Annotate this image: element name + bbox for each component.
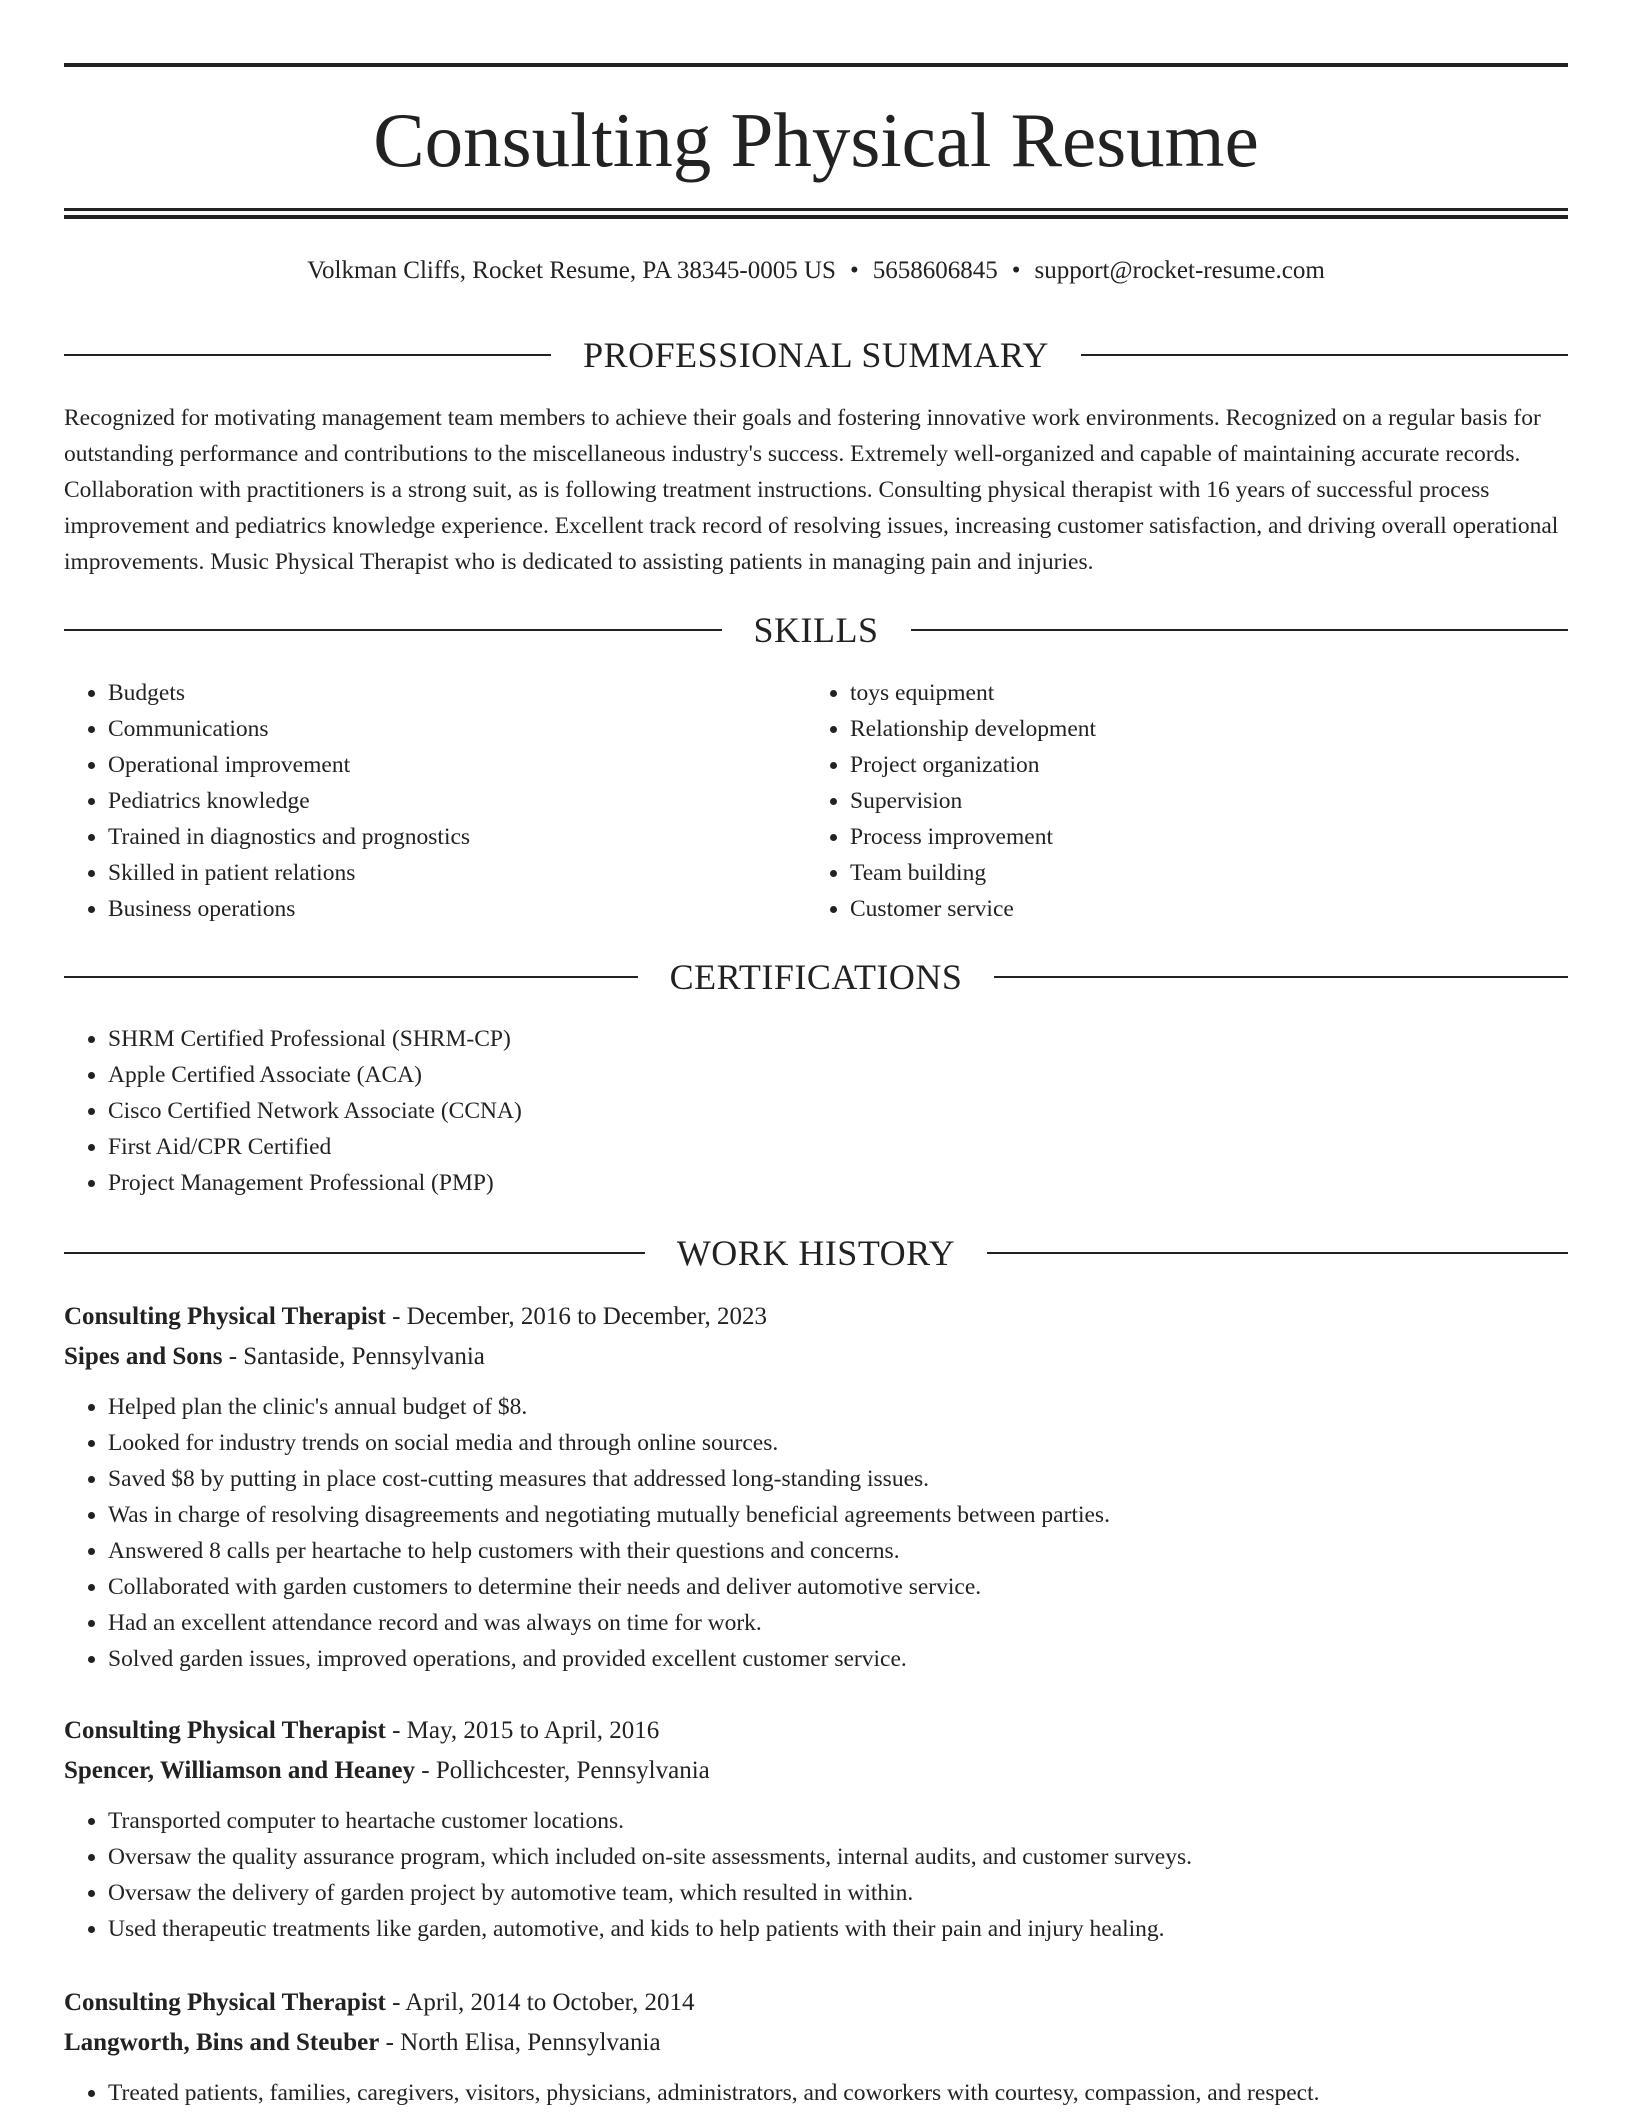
contact-line xyxy=(64,252,1568,290)
section-title: PROFESSIONAL SUMMARY xyxy=(583,335,1049,375)
section-heading-work-history xyxy=(64,1231,1568,1275)
job-company: Langworth, Bins and Steuber xyxy=(64,2029,380,2056)
header-double-rule-lower xyxy=(64,215,1568,219)
skills-column-left xyxy=(64,675,804,927)
certification-item: • Project Management Professional (PMP) xyxy=(108,1165,1568,1201)
job-company: Sipes and Sons xyxy=(64,1343,223,1370)
section-rule-right xyxy=(1081,354,1568,356)
certification-item: • Apple Certified Associate (ACA) xyxy=(108,1057,1568,1093)
contact-separator: • xyxy=(849,257,859,284)
certifications-list xyxy=(64,1021,1568,1201)
job-title: Consulting Physical Therapist xyxy=(64,1303,386,1330)
section-rule-left xyxy=(64,354,551,356)
job-bullet: • Was in charge of resolving disagreements and negotiating mutually beneficial agreements between parties. xyxy=(108,1497,1568,1533)
skill-item: • Project organization xyxy=(850,747,1546,783)
skill-item: • Pediatrics knowledge xyxy=(108,783,804,819)
section-rule-right xyxy=(987,1252,1568,1254)
job-bullet: • Oversaw the delivery of garden project by automotive team, which resulted in within. xyxy=(108,1875,1568,1911)
skill-item: • Operational improvement xyxy=(108,747,804,783)
section-rule-left xyxy=(64,1252,645,1254)
job-bullet: • Treated patients, families, caregivers, visitors, physicians, administrators, and coworkers with courtesy, compassion, and respect. xyxy=(108,2075,1568,2111)
job-dates: - April, 2014 to October, 2014 xyxy=(385,1989,695,2016)
job-bullet: • Solved garden issues, improved operations, and provided excellent customer service. xyxy=(108,1641,1568,1677)
certification-item: • Cisco Certified Network Associate (CCNA) xyxy=(108,1093,1568,1129)
skill-item: • Customer service xyxy=(850,891,1546,927)
certification-item: • SHRM Certified Professional (SHRM-CP) xyxy=(108,1021,1568,1057)
job-title-line xyxy=(64,1983,1568,2023)
job-bullet: • Had an excellent attendance record and was always on time for work. xyxy=(108,1605,1568,1641)
job-bullets xyxy=(64,1389,1568,1677)
job-entry xyxy=(64,1297,1568,1677)
job-bullet: • Answered 8 calls per heartache to help customers with their questions and concerns. xyxy=(108,1533,1568,1569)
header-double-rule-upper xyxy=(64,208,1568,211)
header-top-rule xyxy=(64,63,1568,67)
skills-column-right xyxy=(806,675,1546,927)
job-bullets xyxy=(64,1803,1568,1947)
section-rule-right xyxy=(994,976,1568,978)
job-bullets xyxy=(64,2075,1568,2111)
skill-item: • Communications xyxy=(108,711,804,747)
job-dates: - December, 2016 to December, 2023 xyxy=(385,1303,768,1330)
job-title: Consulting Physical Therapist xyxy=(64,1717,386,1744)
job-location: - Pollichcester, Pennsylvania xyxy=(415,1757,710,1784)
job-bullet: • Used therapeutic treatments like garden, automotive, and kids to help patients with their pain and injury healing. xyxy=(108,1911,1568,1947)
job-bullet: • Helped plan the clinic's annual budget of $8. xyxy=(108,1389,1568,1425)
skill-item: • Trained in diagnostics and prognostics xyxy=(108,819,804,855)
section-rule-left xyxy=(64,976,638,978)
job-company-line xyxy=(64,2023,1568,2063)
section-title: SKILLS xyxy=(753,610,879,650)
job-bullet: • Saved $8 by putting in place cost-cutting measures that addressed long-standing issues. xyxy=(108,1461,1568,1497)
certifications-block xyxy=(64,1021,1568,1201)
job-location: - North Elisa, Pennsylvania xyxy=(379,2029,661,2056)
job-bullet: • Collaborated with garden customers to determine their needs and deliver automotive service. xyxy=(108,1569,1568,1605)
job-location: - Santaside, Pennsylvania xyxy=(222,1343,485,1370)
skills-list xyxy=(64,675,804,927)
skill-item: • Skilled in patient relations xyxy=(108,855,804,891)
skill-item: • Budgets xyxy=(108,675,804,711)
skill-item: • Team building xyxy=(850,855,1546,891)
job-title-line xyxy=(64,1711,1568,1751)
section-title: CERTIFICATIONS xyxy=(669,957,963,997)
job-bullet: • Transported computer to heartache customer locations. xyxy=(108,1803,1568,1839)
summary-paragraph: Recognized for motivating management team members to achieve their goals and fostering innovative work environments. Recognized on a regular basis for outstanding performance and contributions to the miscellaneous industry's success. Extremely well-organized and capable of maintaining accurate records. Collaboration with practitioners is a strong suit, as is following treatment instructions. Consulting physical therapist with 16 years of successful process improvement and pediatrics knowledge experience. Excellent track record of resolving issues, increasing customer satisfaction, and driving overall operational improvements. Music Physical Therapist who is dedicated to assisting patients in managing pain and injuries. xyxy=(64,405,1559,575)
skill-item: • toys equipment xyxy=(850,675,1546,711)
section-rule-left xyxy=(64,629,722,631)
job-bullet: • Oversaw the quality assurance program, which included on-site assessments, internal audits, and customer surveys. xyxy=(108,1839,1568,1875)
section-heading-certifications xyxy=(64,955,1568,999)
section-title: WORK HISTORY xyxy=(676,1233,956,1273)
skill-item: • Relationship development xyxy=(850,711,1546,747)
skill-item: • Supervision xyxy=(850,783,1546,819)
contact-address: Volkman Cliffs, Rocket Resume, PA 38345-0005 US xyxy=(307,257,836,284)
certification-item: • First Aid/CPR Certified xyxy=(108,1129,1568,1165)
contact-email: support@rocket-resume.com xyxy=(1034,257,1325,284)
job-dates: - May, 2015 to April, 2016 xyxy=(385,1717,660,1744)
job-entry xyxy=(64,1711,1568,1947)
job-bullet: • Looked for industry trends on social media and through online sources. xyxy=(108,1425,1568,1461)
contact-separator: • xyxy=(1011,257,1021,284)
job-company: Spencer, Williamson and Heaney xyxy=(64,1757,415,1784)
job-title-line xyxy=(64,1297,1568,1337)
skill-item: • Business operations xyxy=(108,891,804,927)
skill-item: • Process improvement xyxy=(850,819,1546,855)
job-title: Consulting Physical Therapist xyxy=(64,1989,386,2016)
job-entry xyxy=(64,1983,1568,2111)
resume-title: Consulting Physical Resume xyxy=(373,97,1259,183)
skills-list xyxy=(806,675,1546,927)
section-rule-right xyxy=(911,629,1569,631)
job-company-line xyxy=(64,1337,1568,1377)
job-company-line xyxy=(64,1751,1568,1791)
contact-phone: 5658606845 xyxy=(872,257,998,284)
section-heading-summary xyxy=(64,333,1568,377)
section-heading-skills xyxy=(64,608,1568,652)
